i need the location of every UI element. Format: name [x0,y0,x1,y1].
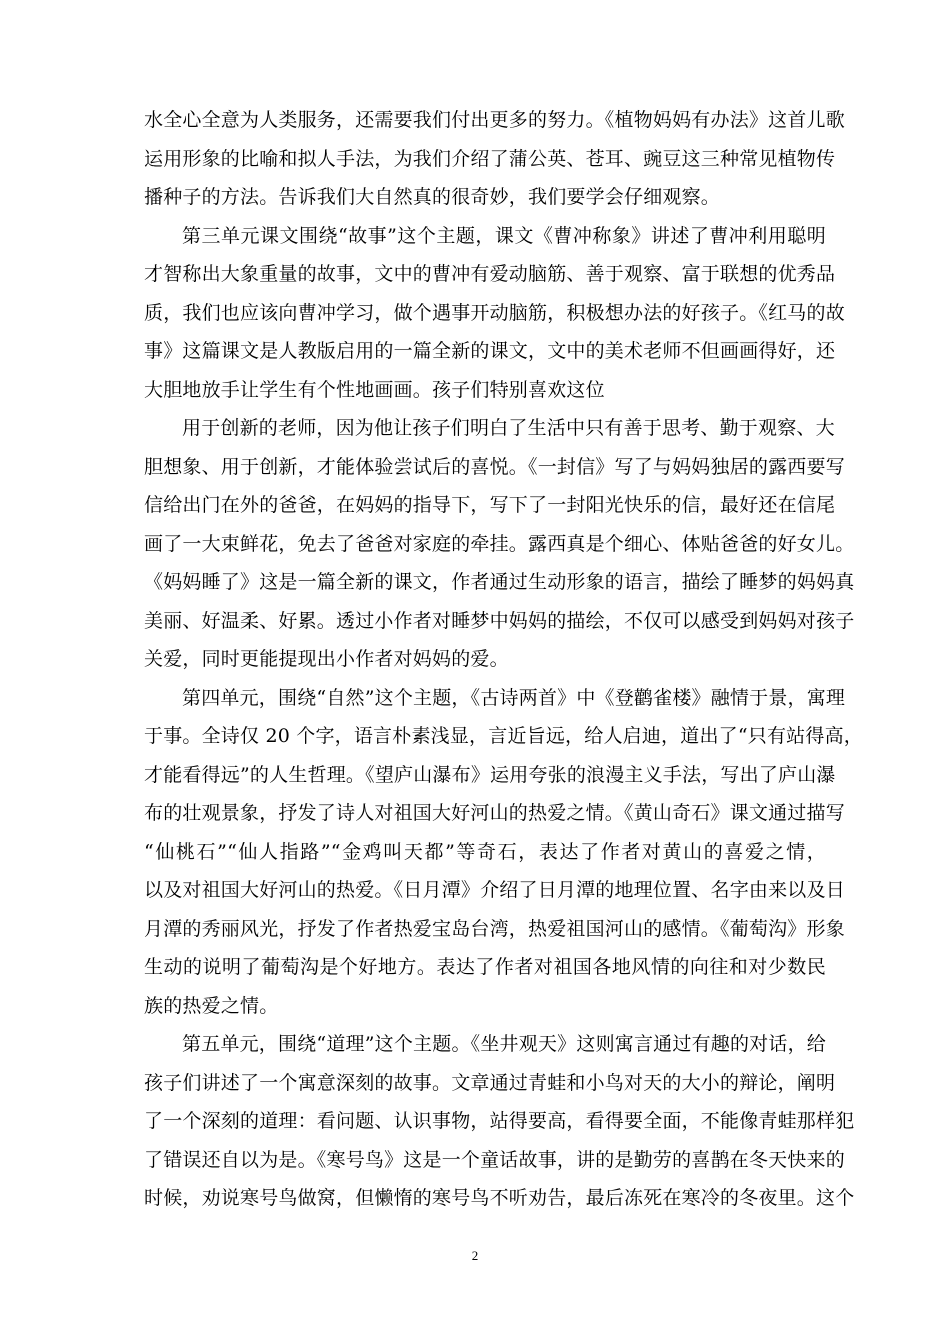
text-line: 了一个深刻的道理：看问题、认识事物，站得要高，看得要全面，不能像青蛙那样犯 [144,1110,855,1132]
paragraph-start-line: 第四单元，围绕“自然”这个主题，《古诗两首》中《登鹳雀楼》融情于景，寓理 [182,686,846,709]
text-line: 质，我们也应该向曹冲学习，做个遇事开动脑筋，积极想办法的好孩子。《红马的故 [144,301,845,324]
text-line: 族的热爱之情。 [144,994,279,1017]
text-line: 美丽、好温柔、好累。透过小作者对睡梦中妈妈的描绘，不仅可以感受到妈妈对孩子 [144,609,855,632]
text-line: 月潭的秀丽风光，抒发了作者热爱宝岛台湾，热爱祖国河山的感情。《葡萄沟》形象 [144,917,845,940]
text-line: 于事。全诗仅 20 个字，语言朴素浅显，言近旨远，给人启迪，道出了“只有站得高， [144,725,863,747]
paragraph-start-line: 第三单元课文围绕“故事”这个主题，课文《曹冲称象》讲述了曹冲利用聪明 [182,224,826,247]
text-line: 时候，劝说寒号鸟做窝，但懒惰的寒号鸟不听劝告，最后冻死在寒冷的冬夜里。这个 [144,1187,855,1209]
text-line: 了错误还自以为是。《寒号鸟》这是一个童话故事，讲的是勤劳的喜鹊在冬天快来的 [144,1148,845,1171]
text-line: 画了一大束鲜花，免去了爸爸对家庭的牵挂。露西真是个细心、体贴爸爸的好女儿。 [144,532,855,555]
text-line: 胆想象、用于创新，才能体验尝试后的喜悦。《一封信》写了与妈妈独居的露西要写 [144,455,845,478]
text-line: 才能看得远”的人生哲理。《望庐山瀑布》运用夸张的浪漫主义手法，写出了庐山瀑 [144,763,836,786]
text-line: 大胆地放手让学生有个性地画画。孩子们特别喜欢这位 [144,378,605,401]
text-line: 信给出门在外的爸爸，在妈妈的指导下，写下了一封阳光快乐的信，最好还在信尾 [144,494,836,516]
text-line: “仙桃石”“仙人指路”“金鸡叫天都”等奇石，表达了作者对黄山的喜爱之情， [144,840,826,863]
text-line: 运用形象的比喻和拟人手法，为我们介绍了蒲公英、苍耳、豌豆这三种常见植物传 [144,147,836,170]
text-line: 以及对祖国大好河山的热爱。《日月潭》介绍了日月潭的地理位置、名字由来以及日 [144,879,845,901]
text-line: 水全心全意为人类服务，还需要我们付出更多的努力。《植物妈妈有办法》这首儿歌 [144,109,845,131]
text-line: 关爱，同时更能提现出小作者对妈妈的爱。 [144,648,509,670]
text-line: 布的壮观景象，抒发了诗人对祖国大好河山的热爱之情。《黄山奇石》课文通过描写 [144,802,845,824]
paragraph-start-line: 第五单元，围绕“道理”这个主题。《坐井观天》这则寓言通过有趣的对话，给 [182,1033,826,1055]
text-line: 生动的说明了葡萄沟是个好地方。表达了作者对祖国各地风情的向往和对少数民 [144,956,826,978]
page-number: 2 [471,1248,479,1263]
text-line: 孩子们讲述了一个寓意深刻的故事。文章通过青蛙和小鸟对天的大小的辩论，阐明 [144,1071,836,1094]
text-line: 事》这篇课文是人教版启用的一篇全新的课文，文中的美术老师不但画画得好，还 [144,340,836,362]
text-line: 才智称出大象重量的故事，文中的曹冲有爱动脑筋、善于观察、富于联想的优秀品 [144,263,836,285]
paragraph-start-line: 用于创新的老师，因为他让孩子们明白了生活中只有善于思考、勤于观察、大 [182,417,835,439]
body-text [144,101,863,1218]
text-line: 播种子的方法。告诉我们大自然真的很奇妙，我们要学会仔细观察。 [144,186,721,208]
text-line: 《妈妈睡了》这是一篇全新的课文，作者通过生动形象的语言，描绘了睡梦的妈妈真 [144,571,855,593]
